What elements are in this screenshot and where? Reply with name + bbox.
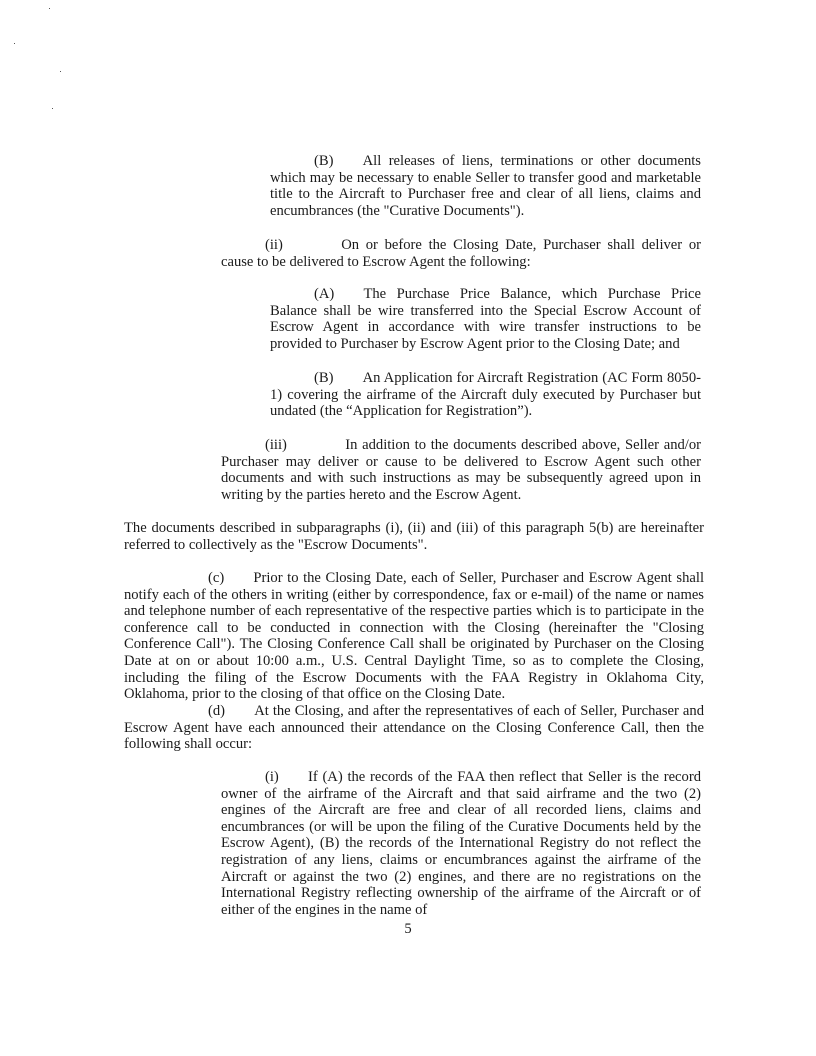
paragraph-b-application-registration: (B) An Application for Aircraft Registration (AC Form 8050-1) covering the airframe of the Aircraft duly executed by Purchaser but undated (the “Application for Registration”). <box>270 370 701 420</box>
paragraph-c-closing-conference-call: (c) Prior to the Closing Date, each of Seller, Purchaser and Escrow Agent shall notify each of the others in writing (either by correspondence, fax or e-mail) of the name or names and telephone number of each representative of the respective parties which is to participate in the conference call to be conducted in connection with the Closing (hereinafter the "Closing Conference Call"). The Closing Conference Call shall be originated by Purchaser on the Closing Date at on or about 10:00 a.m., U.S. Central Daylight Time, so as to complete the Closing, including the filing of the Escrow Documents with the FAA Registry in Oklahoma City, Oklahoma, prior to the closing of that office on the Closing Date. <box>124 570 704 703</box>
paragraph-d-closing: (d) At the Closing, and after the representatives of each of Seller, Purchaser and Escrow Agent have each announced their attendance on the Closing Conference Call, then the following shall occur: <box>124 703 704 753</box>
page-number: 5 <box>404 921 412 937</box>
paragraph-ii-purchaser-delivery: (ii) On or before the Closing Date, Purchaser shall deliver or cause to be delivered to Escrow Agent the following: <box>221 237 701 270</box>
paragraph-i-faa-records: (i) If (A) the records of the FAA then reflect that Seller is the record owner of the airframe of the Aircraft and that said airframe and the two (2) engines of the Aircraft are free and clear of all recorded liens, claims and encumbrances (or will be upon the filing of the Curative Documents held by the Escrow Agent), (B) the records of the International Registry do not reflect the registration of any liens, claims or encumbrances against the airframe of the Aircraft or against the two (2) engines, and there are no registrations on the International Registry reflecting ownership of the airframe of the Aircraft or of either of the engines in the name of <box>221 769 701 918</box>
scan-speck <box>49 8 50 9</box>
paragraph-escrow-documents-definition: The documents described in subparagraphs (i), (ii) and (iii) of this paragraph 5(b) are hereinafter referred to collectively as the "Escrow Documents". <box>124 520 704 553</box>
paragraph-b-curative-documents: (B) All releases of liens, terminations or other documents which may be necessary to enable Seller to transfer good and marketable title to the Aircraft to Purchaser free and clear of all liens, claims and encumbrances (the "Curative Documents"). <box>270 153 701 219</box>
paragraph-a-purchase-price: (A) The Purchase Price Balance, which Purchase Price Balance shall be wire transferred into the Special Escrow Account of Escrow Agent in accordance with wire transfer instructions to be provided to Purchaser by Escrow Agent prior to the Closing Date; and <box>270 286 701 352</box>
paragraph-iii-additional-documents: (iii) In addition to the documents described above, Seller and/or Purchaser may deliver or cause to be delivered to Escrow Agent such other documents and with such instructions as may be subsequently agreed upon in writing by the parties hereto and the Escrow Agent. <box>221 437 701 503</box>
scan-speck <box>14 43 15 44</box>
scan-speck <box>52 108 53 109</box>
scan-speck <box>60 71 61 72</box>
